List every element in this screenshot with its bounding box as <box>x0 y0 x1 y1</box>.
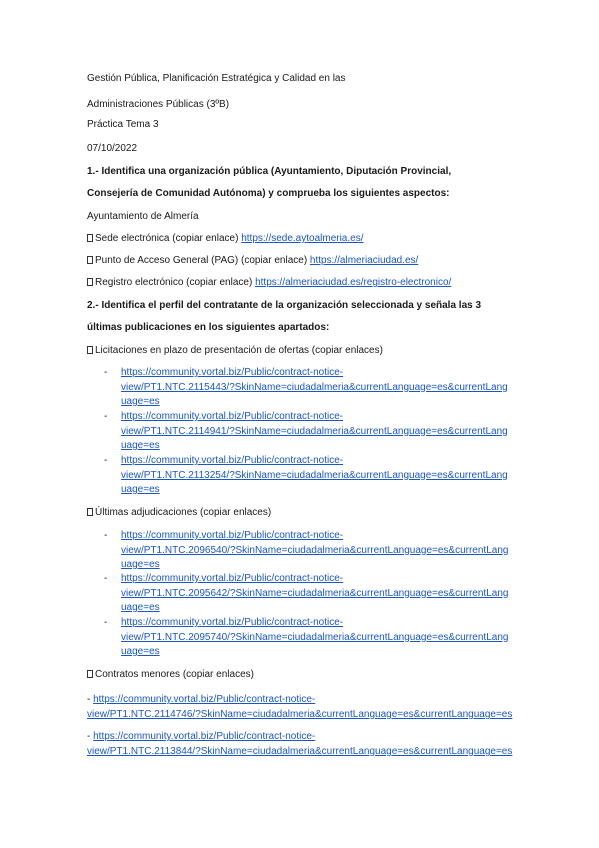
contrato-menor-item-2 <box>87 729 512 759</box>
adjudicacion-link-1[interactable]: https://community.vortal.biz/Public/contract-notice- view/PT1.NTC.2096540/?SkinName=ciudadalmeria&currentLanguage=es&currentLang uage=es <box>121 530 509 570</box>
question-1-line-2: Consejería de Comunidad Autónoma) y comprueba los siguientes aspectos: <box>87 188 450 199</box>
pag-label: Punto de Acceso General (PAG) (copiar enlace) <box>95 255 310 266</box>
registro-link[interactable]: https://almeriaciudad.es/registro-electronico/ <box>255 277 452 288</box>
sede-electronica-link[interactable]: https://sede.aytoalmeria.es/ <box>241 233 364 244</box>
question-2-line-2: últimas publicaciones en los siguientes apartados: <box>87 322 330 333</box>
list-bullet: - <box>104 573 108 584</box>
document-date: 07/10/2022 <box>87 143 138 154</box>
contrato-menor-link-2a[interactable]: https://community.vortal.biz/Public/contract-notice- <box>93 731 316 742</box>
contrato-menor-item-1 <box>87 692 512 722</box>
checkbox-icon <box>87 670 93 678</box>
adjudicaciones-label: Últimas adjudicaciones (copiar enlaces) <box>95 507 272 518</box>
registro-item <box>87 276 451 289</box>
pag-item <box>87 254 418 267</box>
contratos-menores-heading <box>87 668 254 681</box>
licitacion-link-1[interactable]: https://community.vortal.biz/Public/contract-notice- view/PT1.NTC.2115443/?SkinName=ciudadalmeria&currentLanguage=es&currentLang uage=es <box>121 367 508 407</box>
contratos-menores-label: Contratos menores (copiar enlaces) <box>95 669 254 680</box>
licitacion-link-2[interactable]: https://community.vortal.biz/Public/contract-notice- view/PT1.NTC.2114941/?SkinName=ciudadalmeria&currentLanguage=es&currentLang uage=es <box>121 411 508 451</box>
pag-link[interactable]: https://almeriaciudad.es/ <box>309 255 419 266</box>
sede-electronica-label: Sede electrónica (copiar enlace) <box>95 233 242 244</box>
list-bullet: - <box>104 367 108 378</box>
adjudicacion-link-2[interactable]: https://community.vortal.biz/Public/contract-notice- view/PT1.NTC.2095642/?SkinName=ciudadalmeria&currentLanguage=es&currentLang uage=es <box>121 573 509 613</box>
licitaciones-heading <box>87 344 383 357</box>
sede-electronica-item <box>87 232 364 245</box>
list-bullet: - <box>104 617 108 628</box>
registro-label: Registro electrónico (copiar enlace) <box>95 277 256 288</box>
list-bullet: - <box>87 731 91 742</box>
list-bullet: - <box>87 694 91 705</box>
adjudicaciones-heading <box>87 506 271 519</box>
checkbox-icon <box>87 278 93 286</box>
checkbox-icon <box>87 508 93 516</box>
contrato-menor-link-2b[interactable]: view/PT1.NTC.2113844/?SkinName=ciudadalmeria&currentLanguage=es&currentLanguage=es <box>87 746 513 757</box>
contrato-menor-link-1b[interactable]: view/PT1.NTC.2114746/?SkinName=ciudadalmeria&currentLanguage=es&currentLanguage=es <box>87 709 513 720</box>
checkbox-icon <box>87 234 93 242</box>
course-title-line-2: Administraciones Públicas (3ºB) <box>87 99 230 110</box>
list-bullet: - <box>104 455 108 466</box>
question-2-line-1: 2.- Identifica el perfil del contratante de la organización seleccionada y señala las 3 <box>87 300 482 311</box>
course-title-line-1: Gestión Pública, Planificación Estratégica y Calidad en las <box>87 73 346 84</box>
checkbox-icon <box>87 256 93 264</box>
checkbox-icon <box>87 346 93 354</box>
organization-name: Ayuntamiento de Almería <box>87 211 199 222</box>
practice-title: Práctica Tema 3 <box>87 119 159 130</box>
licitaciones-label: Licitaciones en plazo de presentación de ofertas (copiar enlaces) <box>95 345 383 356</box>
adjudicacion-link-3[interactable]: https://community.vortal.biz/Public/contract-notice- view/PT1.NTC.2095740/?SkinName=ciudadalmeria&currentLanguage=es&currentLang uage=es <box>121 617 509 657</box>
question-1-line-1: 1.- Identifica una organización pública (Ayuntamiento, Diputación Provincial, <box>87 166 452 177</box>
contrato-menor-link-1a[interactable]: https://community.vortal.biz/Public/contract-notice- <box>93 694 316 705</box>
licitacion-link-3[interactable]: https://community.vortal.biz/Public/contract-notice- view/PT1.NTC.2113254/?SkinName=ciudadalmeria&currentLanguage=es&currentLang uage=es <box>121 455 508 495</box>
list-bullet: - <box>104 411 108 422</box>
list-bullet: - <box>104 530 108 541</box>
